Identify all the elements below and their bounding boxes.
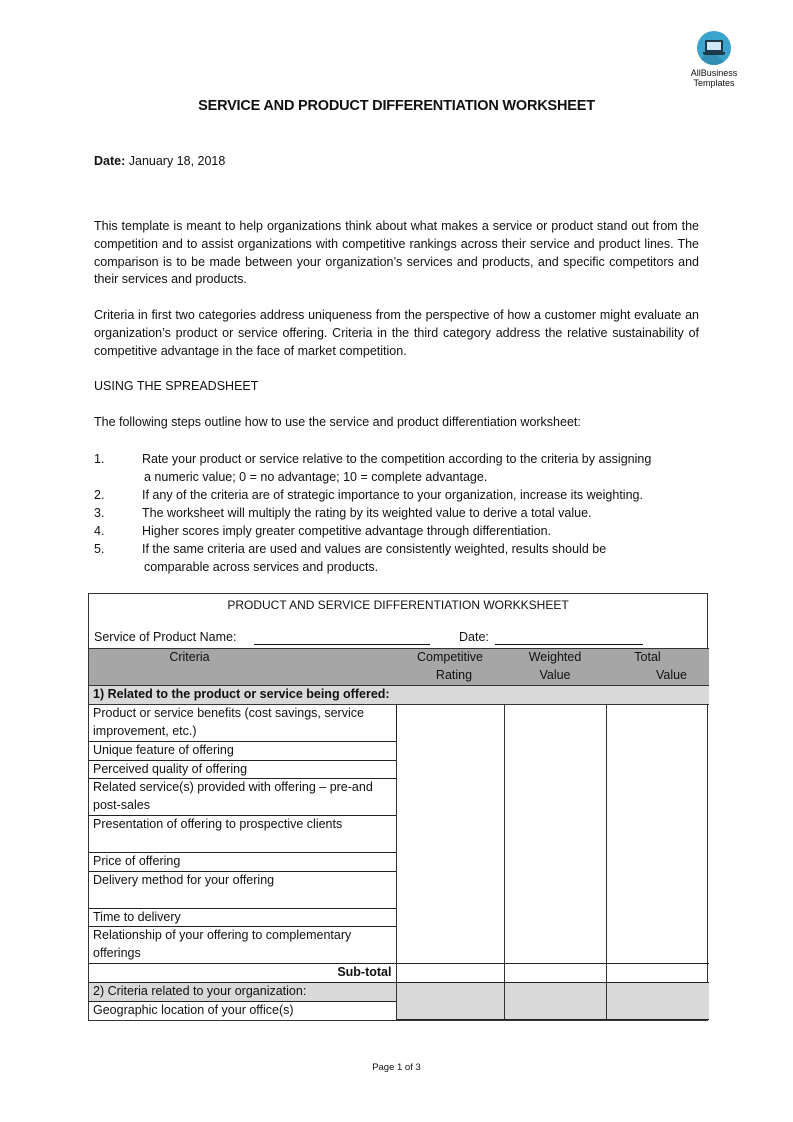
- step-text: The worksheet will multiply the rating by its weighted value to derive a total value.: [142, 506, 592, 520]
- logo-text: [684, 68, 744, 88]
- subtotal-label: Sub-total: [89, 964, 396, 983]
- step-item: [94, 504, 704, 522]
- section-2-label: 2) Criteria related to your organization:: [89, 983, 396, 1002]
- subtotal-total-cell[interactable]: [606, 964, 709, 983]
- step-text: If any of the criteria are of strategic importance to your organization, increase its weighting.: [142, 488, 643, 502]
- header-line: Total: [634, 650, 661, 664]
- criteria-cell: Unique feature of offering: [89, 742, 396, 761]
- intro-paragraph: This template is meant to help organizations think about what makes a service or product stand out from the competition and to assist organizations with competitive rankings across their service and product lines. The comparison is to be made between your organization’s services and products, and specific competitors and their services and products.: [94, 219, 699, 287]
- criteria-paragraph: Criteria in first two categories address uniqueness from the perspective of how a customer might evaluate an organization’s product or service offering. Criteria in the third category address the relative sustainability of competitive advantage in the face of market competition.: [94, 308, 699, 358]
- section-2-rating-cell[interactable]: [396, 983, 504, 1020]
- step-number: 1.: [94, 452, 105, 466]
- step-text: Rate your product or service relative to the competition according to the criteria by assigning: [142, 452, 652, 466]
- worksheet-meta: [89, 614, 707, 648]
- criteria-table: [89, 648, 709, 1020]
- worksheet-date-field[interactable]: [495, 644, 643, 645]
- logo-line-2: Templates: [693, 78, 735, 88]
- step-number: 2.: [94, 488, 105, 502]
- header-line: Competitive: [417, 650, 483, 664]
- criteria-cell: Price of offering: [89, 853, 396, 872]
- worksheet-date-label: Date:: [459, 630, 489, 644]
- step-text-cont: comparable across services and products.: [144, 560, 379, 574]
- worksheet-title: PRODUCT AND SERVICE DIFFERENTIATION WORKKSHEET: [227, 598, 569, 612]
- total-value-cell[interactable]: [606, 705, 709, 964]
- step-item: [94, 522, 704, 540]
- header-criteria-label: Criteria: [169, 650, 210, 664]
- criteria-cell: Relationship of your offering to complementary offerings: [89, 927, 396, 964]
- page-number: Page 1 of 3: [372, 1062, 421, 1073]
- header-total-value: [606, 649, 709, 686]
- company-logo: [684, 31, 744, 88]
- subtotal-weighted-cell[interactable]: [504, 964, 606, 983]
- logo-line-1: AllBusiness: [690, 68, 738, 78]
- section-heading: USING THE SPREADSHEET: [94, 379, 259, 393]
- differentiation-worksheet: [88, 593, 708, 1021]
- table-row: [89, 705, 709, 742]
- document-date: [94, 154, 225, 168]
- section-2-weighted-cell[interactable]: [504, 983, 606, 1020]
- subtotal-row: [89, 964, 709, 983]
- criteria-cell: Geographic location of your office(s): [89, 1002, 396, 1020]
- step-number: 5.: [94, 542, 105, 556]
- steps-list: [94, 450, 704, 576]
- criteria-cell: Perceived quality of offering: [89, 760, 396, 779]
- competitive-rating-cell[interactable]: [396, 705, 504, 964]
- step-number: 3.: [94, 506, 105, 520]
- step-text: If the same criteria are used and values are consistently weighted, results should be: [142, 542, 607, 556]
- step-item: [94, 540, 704, 576]
- criteria-cell: Product or service benefits (cost savings, service improvement, etc.): [89, 705, 396, 742]
- header-line: Value: [655, 667, 688, 682]
- date-label: Date:: [94, 154, 126, 168]
- header-criteria: [89, 649, 396, 686]
- section-2-total-cell[interactable]: [606, 983, 709, 1020]
- subtotal-rating-cell[interactable]: [396, 964, 504, 983]
- step-text: Higher scores imply greater competitive advantage through differentiation.: [142, 524, 552, 538]
- criteria-cell: Time to delivery: [89, 908, 396, 927]
- document-title: SERVICE AND PRODUCT DIFFERENTIATION WORKSHEET: [198, 98, 595, 114]
- product-name-label: Service of Product Name:: [94, 630, 237, 644]
- section-row: [89, 686, 709, 705]
- weighted-value-cell[interactable]: [504, 705, 606, 964]
- steps-intro: The following steps outline how to use the service and product differentiation worksheet:: [94, 415, 581, 429]
- header-line: Rating: [435, 667, 473, 682]
- criteria-cell: Related service(s) provided with offering – pre-and post-sales: [89, 779, 396, 816]
- step-item: [94, 450, 704, 486]
- step-text-cont: a numeric value; 0 = no advantage; 10 = complete advantage.: [144, 470, 488, 484]
- header-weighted-value: [504, 649, 606, 686]
- header-line: Value: [539, 667, 571, 682]
- section-1-label: 1) Related to the product or service being offered:: [89, 686, 709, 705]
- header-line: Weighted: [528, 650, 582, 664]
- step-number: 4.: [94, 524, 105, 538]
- product-name-field[interactable]: [254, 644, 430, 645]
- section-row: [89, 983, 709, 1002]
- step-item: [94, 486, 704, 504]
- date-value: January 18, 2018: [125, 154, 226, 168]
- header-competitive-rating: [396, 649, 504, 686]
- criteria-cell: Presentation of offering to prospective clients: [89, 816, 396, 853]
- criteria-cell: Delivery method for your offering: [89, 871, 396, 908]
- laptop-logo-icon: [697, 31, 731, 65]
- table-header-row: [89, 649, 709, 686]
